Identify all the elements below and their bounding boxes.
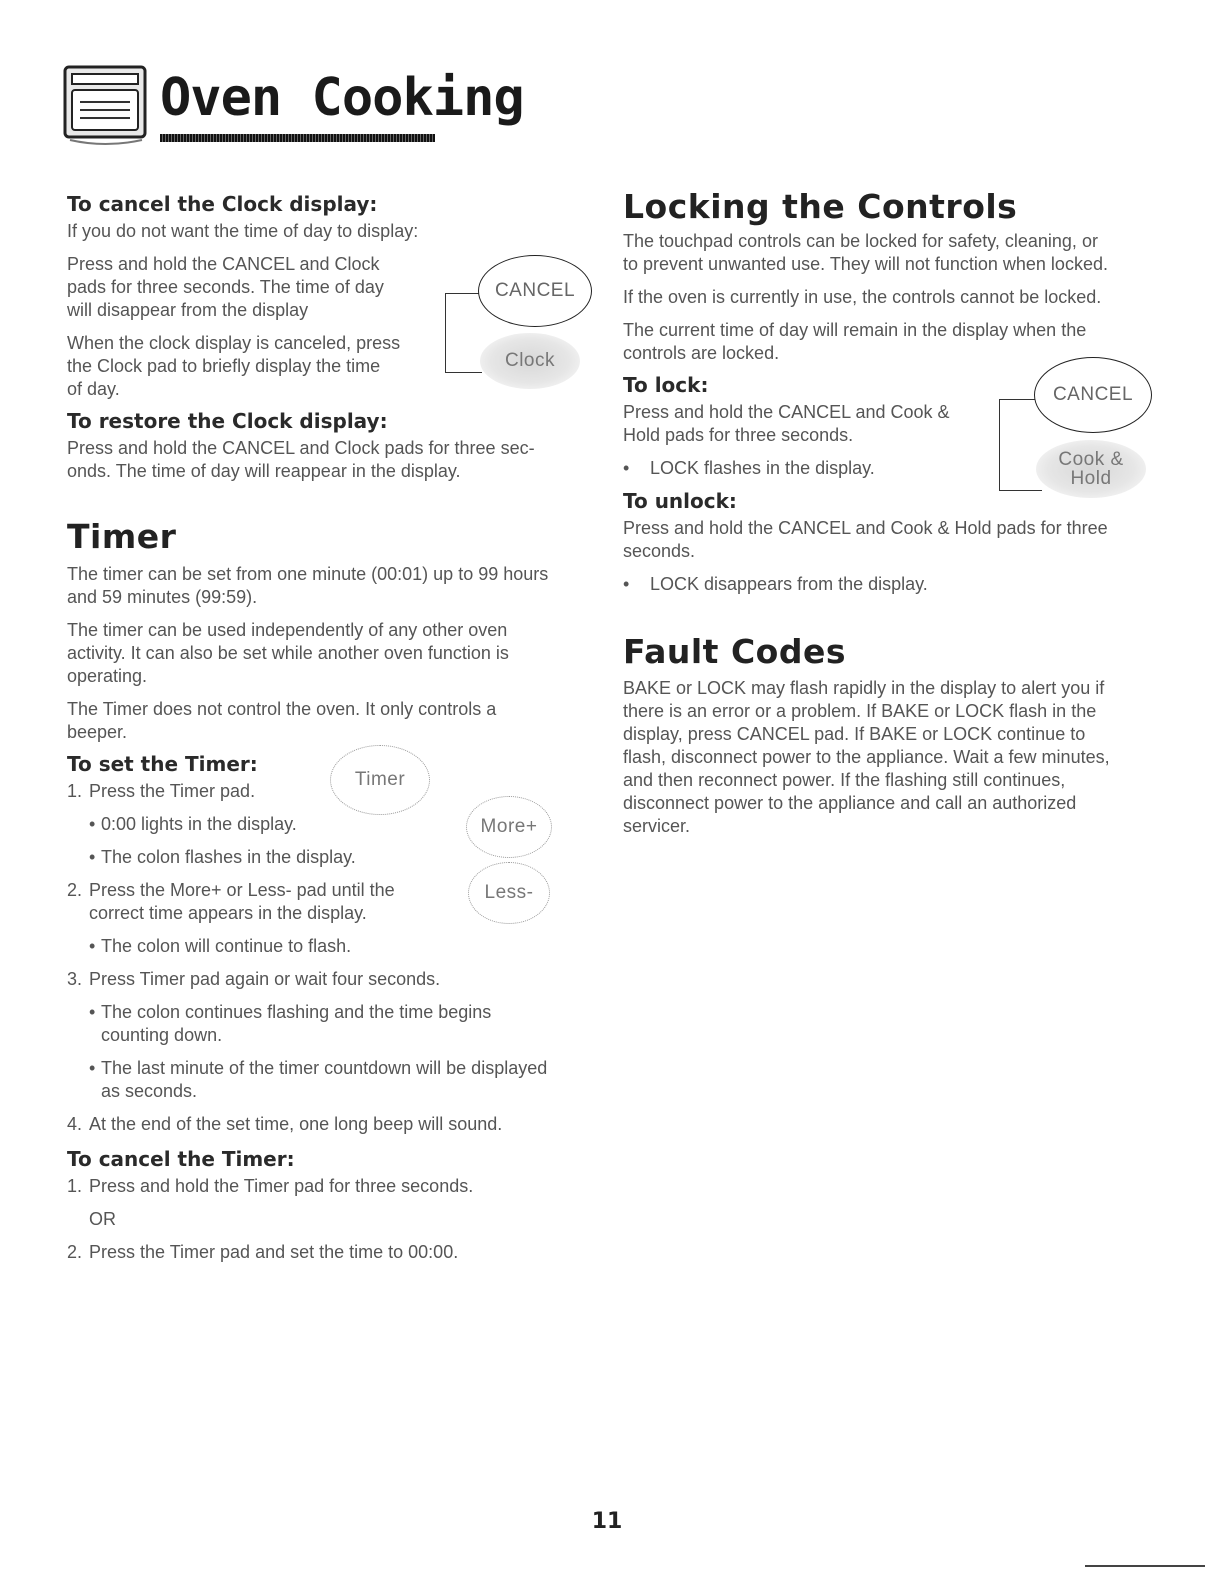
restore-clock-line: onds. The time of day will reappear in the display.	[67, 461, 461, 481]
bullet: •	[89, 936, 96, 956]
locking-text: The touchpad controls can be locked for safety, cleaning, or	[623, 231, 1098, 251]
pad-bracket	[999, 399, 1042, 491]
set-timer-bullet: • The last minute of the timer countdown will be displayed	[89, 1058, 548, 1078]
set-timer-step	[67, 780, 255, 803]
timer-text: The Timer does not control the oven. It only controls a	[67, 699, 497, 719]
fault-text: and then reconnect power. If the flashing still continues,	[623, 770, 1066, 790]
to-unlock-bullet: • LOCK disappears from the display.	[623, 574, 928, 594]
bullet: •	[89, 847, 96, 867]
cancel-pad: CANCEL	[1034, 357, 1152, 433]
to-lock-heading: To lock:	[623, 373, 709, 397]
cancel-clock-line: will disappear from the display	[67, 300, 309, 320]
pad-bracket	[445, 293, 482, 373]
set-timer-bullet: • 0:00 lights in the display.	[89, 814, 297, 834]
fault-text: display, press CANCEL pad. If BAKE or LOCK continue to	[623, 724, 1086, 744]
timer-text: beeper.	[67, 722, 128, 742]
fault-text: servicer.	[623, 816, 691, 836]
more-pad: More+	[466, 796, 552, 858]
set-timer-bullet: • The colon will continue to flash.	[89, 936, 352, 956]
set-timer-bullet-cont: counting down.	[101, 1025, 223, 1045]
fault-text: flash, disconnect power to the appliance. Wait a few minutes,	[623, 747, 1110, 767]
cancel-clock-line: the Clock pad to briefly display the time	[67, 356, 381, 376]
cancel-clock-line: pads for three seconds. The time of day	[67, 277, 384, 297]
bullet: •	[623, 458, 630, 478]
fault-text: disconnect power to the appliance and call an authorized	[623, 793, 1077, 813]
cancel-timer-step: 2. Press the Timer pad and set the time to 00:00.	[67, 1242, 459, 1262]
bullet: •	[89, 814, 96, 834]
less-pad: Less-	[468, 862, 550, 924]
locking-text: If the oven is currently in use, the controls cannot be locked.	[623, 287, 1102, 307]
cancel-timer-step: 1. Press and hold the Timer pad for three seconds.	[67, 1176, 474, 1196]
set-timer-heading: To set the Timer:	[67, 752, 258, 776]
fault-text: BAKE or LOCK may flash rapidly in the display to alert you if	[623, 678, 1105, 698]
cancel-clock-intro: If you do not want the time of day to display:	[67, 221, 419, 241]
cancel-clock-line: Press and hold the CANCEL and Clock	[67, 254, 380, 274]
timer-text: and 59 minutes (99:59).	[67, 587, 258, 607]
clock-pad: Clock	[480, 333, 580, 389]
timer-pad: Timer	[330, 745, 430, 815]
cook-hold-label: Hold	[1070, 468, 1112, 489]
step-number: 1.	[67, 1176, 83, 1196]
restore-clock-heading: To restore the Clock display:	[67, 409, 388, 433]
oven-icon	[62, 64, 150, 146]
page-number: 11	[591, 1509, 623, 1534]
locking-text: to prevent unwanted use. They will not function when locked.	[623, 254, 1108, 274]
set-timer-step-cont: correct time appears in the display.	[89, 903, 367, 923]
set-timer-step: 4. At the end of the set time, one long beep will sound.	[67, 1114, 503, 1134]
to-lock-bullet: • LOCK flashes in the display.	[623, 458, 875, 478]
cancel-timer-or: OR	[89, 1209, 116, 1229]
bullet: •	[623, 574, 630, 594]
restore-clock-line: Press and hold the CANCEL and Clock pads for three sec-	[67, 438, 535, 458]
step-text: Press the Timer pad.	[89, 781, 256, 801]
step-number: 4.	[67, 1114, 83, 1134]
locking-text: The current time of day will remain in the display when the	[623, 320, 1087, 340]
to-lock-text: Hold pads for three seconds.	[623, 425, 854, 445]
timer-text: operating.	[67, 666, 148, 686]
cook-hold-label: Cook &	[1058, 449, 1124, 470]
locking-text: controls are locked.	[623, 343, 780, 363]
timer-text: The timer can be set from one minute (00:01) up to 99 hours	[67, 564, 549, 584]
set-timer-bullet: • The colon continues flashing and the time begins	[89, 1002, 492, 1022]
bullet: •	[89, 1002, 96, 1022]
to-unlock-text: seconds.	[623, 541, 696, 561]
cancel-clock-line: of day.	[67, 379, 120, 399]
to-unlock-text: Press and hold the CANCEL and Cook & Hold pads for three	[623, 518, 1108, 538]
set-timer-step: 3. Press Timer pad again or wait four seconds.	[67, 969, 441, 989]
step-number: 2.	[67, 1242, 83, 1262]
cancel-clock-line: When the clock display is canceled, press	[67, 333, 401, 353]
fault-text: there is an error or a problem. If BAKE or LOCK flash in the	[623, 701, 1097, 721]
set-timer-bullet: • The colon flashes in the display.	[89, 847, 356, 867]
locking-heading: Locking the Controls	[623, 187, 1018, 226]
fault-codes-heading: Fault Codes	[623, 632, 846, 671]
step-number: 1.	[67, 781, 83, 801]
set-timer-step: 2. Press the More+ or Less- pad until the	[67, 880, 395, 900]
header-rule	[160, 134, 435, 142]
set-timer-bullet-cont: as seconds.	[101, 1081, 198, 1101]
step-number: 2.	[67, 880, 83, 900]
to-unlock-heading: To unlock:	[623, 489, 737, 513]
cancel-clock-heading: To cancel the Clock display:	[67, 192, 378, 216]
timer-text: activity. It can also be set while another oven function is	[67, 643, 509, 663]
cancel-pad: CANCEL	[478, 255, 592, 327]
cancel-timer-heading: To cancel the Timer:	[67, 1147, 295, 1171]
bullet: •	[89, 1058, 96, 1078]
step-number: 3.	[67, 969, 83, 989]
header-title: Oven Cooking	[160, 68, 524, 128]
footer-rule	[1085, 1565, 1205, 1567]
timer-text: The timer can be used independently of any other oven	[67, 620, 508, 640]
to-lock-text: Press and hold the CANCEL and Cook &	[623, 402, 950, 422]
cook-hold-pad	[1036, 440, 1146, 498]
timer-heading: Timer	[67, 517, 177, 556]
